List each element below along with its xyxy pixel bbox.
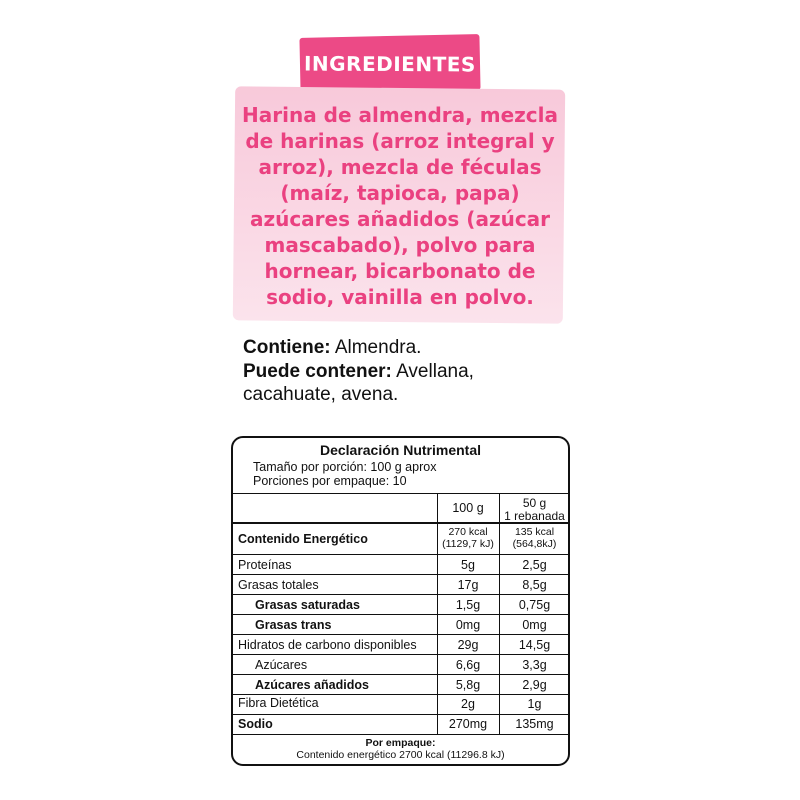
ingredients-heading: INGREDIENTES bbox=[304, 51, 476, 77]
nutrient-value-100g: 2g bbox=[461, 697, 475, 711]
contains-line bbox=[243, 336, 573, 360]
nutrient-label: Grasas saturadas bbox=[255, 598, 360, 612]
divider bbox=[233, 493, 568, 494]
nutrient-value-100g: 6,6g bbox=[455, 658, 481, 672]
nutrient-value-50g: 0,75g bbox=[518, 598, 551, 612]
nutrient-label: Proteínas bbox=[238, 558, 292, 572]
energy-kj-100g: (1129,7 kJ) bbox=[442, 538, 494, 550]
nutrient-value-50g: 0mg bbox=[522, 618, 547, 632]
nutrient-value-50g: 8,5g bbox=[522, 578, 547, 592]
nutrient-label: Grasas totales bbox=[238, 578, 319, 592]
nutrient-value-100g: 5,8g bbox=[455, 678, 481, 692]
may-contain-value-continued: cacahuate, avena. bbox=[243, 384, 399, 405]
nutrient-label: Hidratos de carbono disponibles bbox=[238, 638, 417, 652]
ingredients-line: (maíz, tapioca, papa) bbox=[280, 181, 520, 205]
nutrient-value-50g: 135mg bbox=[515, 717, 554, 731]
divider bbox=[233, 594, 568, 595]
nutrient-label: Grasas trans bbox=[255, 618, 332, 632]
column-divider bbox=[499, 493, 500, 734]
servings-per-package: Porciones por empaque: 10 bbox=[253, 474, 407, 488]
nutrient-label: Sodio bbox=[238, 717, 273, 731]
nutrition-title: Declaración Nutrimental bbox=[319, 442, 482, 458]
may-contain-line bbox=[243, 360, 573, 384]
column-header-50g-line2: 1 rebanada bbox=[504, 509, 565, 523]
divider bbox=[233, 714, 568, 715]
nutrition-table bbox=[231, 436, 570, 766]
divider bbox=[233, 614, 568, 615]
divider bbox=[233, 734, 568, 735]
ingredients-line: sodio, vainilla en polvo. bbox=[266, 285, 534, 309]
may-contain-value: Avellana, bbox=[391, 360, 474, 382]
contains-label: Contiene: bbox=[243, 337, 331, 358]
contains-value: Almendra. bbox=[330, 337, 422, 358]
ingredients-line: arroz), mezcla de féculas bbox=[258, 155, 542, 179]
nutrient-value-50g: 14,5g bbox=[518, 638, 551, 652]
energy-value-100g bbox=[438, 526, 498, 550]
ingredients-text bbox=[236, 102, 564, 310]
energy-value-50g bbox=[501, 526, 568, 550]
nutrient-value-50g: 1g bbox=[527, 697, 542, 711]
per-package-energy: Contenido energético 2700 kcal (11296.8 kJ) bbox=[296, 749, 505, 761]
ingredients-line: azúcares añadidos (azúcar bbox=[249, 207, 551, 231]
nutrient-value-50g: 2,9g bbox=[522, 678, 547, 692]
allergen-info bbox=[243, 336, 573, 407]
may-contain-label: Puede contener: bbox=[243, 360, 392, 382]
energy-kcal-50g: 135 kcal bbox=[514, 526, 555, 538]
divider bbox=[233, 554, 568, 555]
column-header-100g: 100 g bbox=[452, 501, 484, 515]
nutrient-value-50g: 3,3g bbox=[522, 658, 547, 672]
nutrient-value-100g: 0mg bbox=[455, 618, 481, 632]
nutrient-label: Fibra Dietética bbox=[238, 696, 319, 710]
energy-kj-50g: (564,8kJ) bbox=[512, 538, 557, 550]
nutrient-value-100g: 29g bbox=[457, 638, 479, 652]
per-package-label: Por empaque: bbox=[365, 737, 436, 749]
divider bbox=[233, 574, 568, 575]
nutrient-value-100g: 5g bbox=[461, 558, 475, 572]
column-header-50g-line1: 50 g bbox=[522, 496, 547, 510]
nutrient-value-100g: 17g bbox=[457, 578, 479, 592]
ingredients-line: Harina de almendra, mezcla bbox=[242, 103, 558, 127]
ingredients-tag bbox=[299, 34, 480, 94]
nutrient-value-100g: 270mg bbox=[448, 717, 488, 731]
energy-kcal-100g: 270 kcal bbox=[448, 526, 488, 538]
divider bbox=[233, 694, 568, 695]
nutrient-label: Azúcares añadidos bbox=[255, 678, 369, 692]
column-header-50g bbox=[501, 497, 568, 523]
ingredients-line: mascabado), polvo para bbox=[264, 233, 536, 257]
nutrient-label: Azúcares bbox=[255, 658, 308, 672]
nutrient-value-100g: 1,5g bbox=[455, 598, 481, 612]
divider bbox=[233, 634, 568, 635]
divider bbox=[233, 654, 568, 655]
nutrient-value-50g: 2,5g bbox=[522, 558, 547, 572]
ingredients-line: hornear, bicarbonato de bbox=[264, 259, 536, 283]
serving-size: Tamaño por porción: 100 g aprox bbox=[253, 460, 437, 474]
energy-label: Contenido Energético bbox=[238, 532, 368, 546]
divider bbox=[233, 674, 568, 675]
ingredients-line: de harinas (arroz integral y bbox=[245, 129, 555, 153]
